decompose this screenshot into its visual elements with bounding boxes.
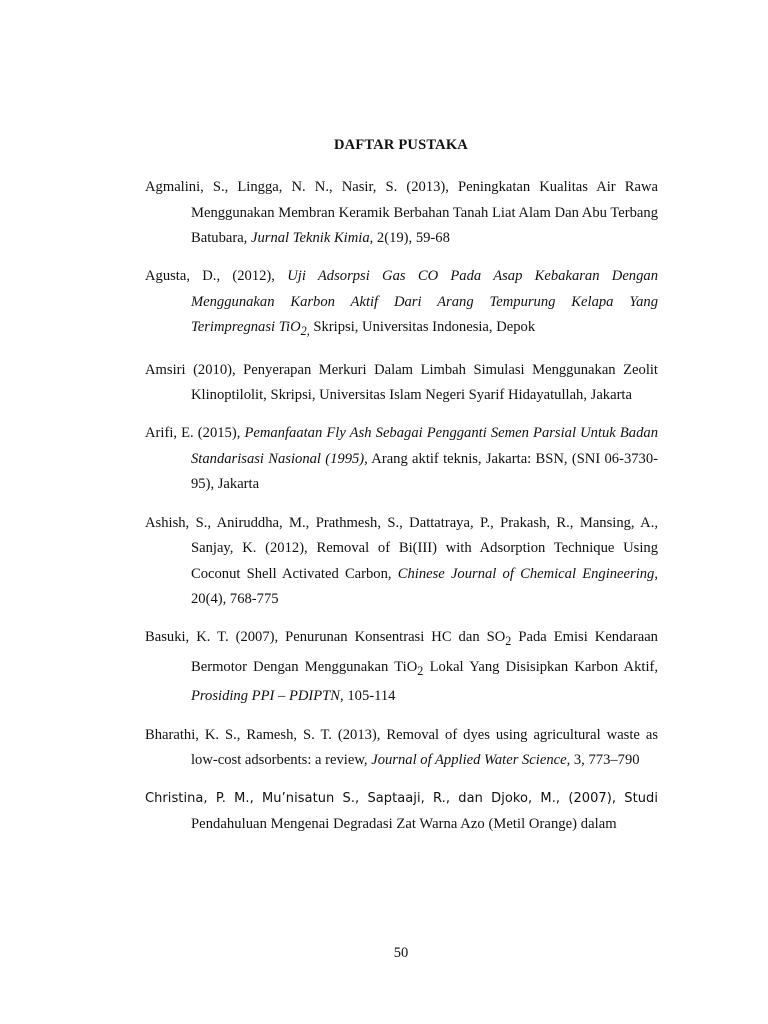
reference-entry bbox=[145, 358, 658, 409]
reference-text: Bharathi, K. S., Ramesh, S. T. (2013), Removal of dyes using agricultural waste as low-cost adsorbents: a review, bbox=[145, 726, 658, 768]
reference-details: , 2(19), 59-68 bbox=[369, 230, 450, 246]
reference-details: , Arang aktif teknis, Jakarta: BSN, (SNI 06-3730-95), Jakarta bbox=[191, 450, 658, 493]
reference-text: Agmalini, S., Lingga, N. N., Nasir, S. (2013), Peningkatan Kualitas Air Rawa Menggunakan Membran Keramik Berbahan Tanah Liat Alam Dan Abu Terbang Batubara, bbox=[145, 179, 658, 246]
reference-text-cont: Lokal Yang Disisipkan Karbon Aktif, bbox=[423, 658, 659, 675]
reference-text: Amsiri (2010), Penyerapan Merkuri Dalam Limbah Simulasi Menggunakan Zeolit Klinoptilolit, Skripsi, Universitas Islam Negeri Syarif Hidayatullah, Jakarta bbox=[145, 361, 658, 403]
reference-details: Skripsi, Universitas Indonesia, Depok bbox=[309, 319, 536, 336]
reference-journal: Journal of Applied Water Science bbox=[371, 752, 567, 768]
page-title: DAFTAR PUSTAKA bbox=[334, 137, 468, 153]
reference-subscript: 2 bbox=[417, 663, 424, 678]
reference-text: Ashish, S., Aniruddha, M., Prathmesh, S., Dattatraya, P., Prakash, R., Mansing, A., Sanjay, K. (2012), Removal of Bi(III) with Adsorption Technique Using Coconut Shell Activated Carbon, bbox=[145, 514, 658, 582]
reference-text-cont: Pada Emisi Kendaraan Bermotor Dengan Menggunakan TiO bbox=[191, 629, 658, 675]
reference-text: Basuki, K. T. (2007), Penurunan Konsentrasi HC dan SO bbox=[145, 629, 506, 646]
reference-text: Agusta, D., (2012), bbox=[145, 268, 288, 285]
reference-entry bbox=[145, 786, 658, 837]
reference-entry bbox=[145, 625, 658, 709]
reference-text: Christina, P. M., Mu’nisatun S., Saptaaji, R., dan Djoko, M., (2007), Studi bbox=[145, 791, 658, 807]
reference-subscript: 2, bbox=[300, 324, 310, 339]
reference-subscript: 2 bbox=[505, 634, 512, 649]
reference-journal: Jurnal Teknik Kimia bbox=[250, 230, 370, 246]
reference-entry bbox=[145, 723, 658, 774]
reference-journal: Chinese Journal of Chemical Engineering bbox=[397, 565, 655, 582]
reference-details: , 20(4), 768-775 bbox=[191, 565, 658, 608]
page-number: 50 bbox=[393, 945, 409, 961]
reference-entry bbox=[145, 511, 658, 613]
reference-text: Arifi, E. (2015), bbox=[145, 425, 245, 442]
reference-entry bbox=[145, 421, 658, 498]
reference-journal: Prosiding PPI – PDIPTN bbox=[191, 688, 341, 705]
reference-details: , 105-114 bbox=[340, 688, 396, 705]
reference-entry bbox=[145, 175, 658, 252]
reference-list bbox=[145, 175, 658, 850]
reference-text-cont: Pendahuluan Mengenai Degradasi Zat Warna Azo (Metil Orange) dalam bbox=[191, 815, 617, 832]
reference-details: , 3, 773–790 bbox=[566, 752, 640, 768]
reference-entry bbox=[145, 264, 658, 344]
reference-title: Uji Adsorpsi Gas CO Pada Asap Kebakaran Dengan Menggunakan Karbon Aktif Dari Arang Tempurung Kelapa Yang Terimpregnasi TiO bbox=[191, 268, 658, 336]
reference-title: Pemanfaatan Fly Ash Sebagai Pengganti Semen Parsial Untuk Badan Standarisasi Nasional (1995) bbox=[191, 425, 658, 467]
